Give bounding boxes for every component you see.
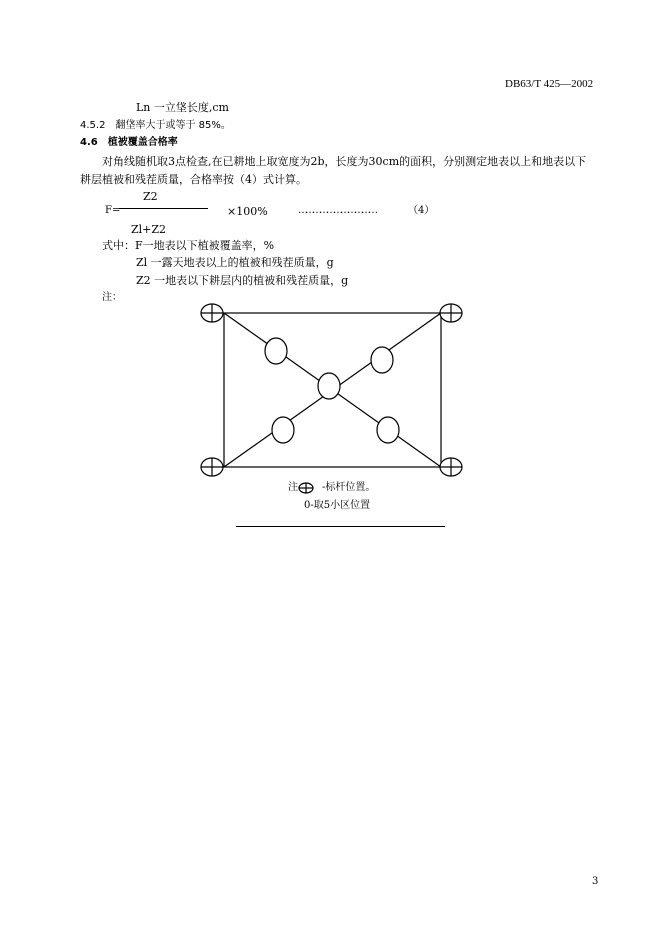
- formula-denominator: Zl+Z2: [131, 223, 167, 236]
- definition-z1: Zl 一露天地表以上的植被和残茬质量，g: [136, 256, 334, 269]
- subplot-marker: [371, 347, 393, 373]
- section-4-5-2: 4.5.2 翻垡率大于或等于 85%。: [80, 120, 231, 131]
- stake-marker-icon: [201, 458, 223, 476]
- subplot-marker: [377, 417, 399, 443]
- formula-multiplier: ×100%: [227, 205, 268, 218]
- subplot-marker: [318, 373, 340, 399]
- paragraph-line-1: 对角线随机取3点检查,在已耕地上取宽度为2b，长度为30cm的面积，分别测定地表以上和地表以下: [102, 155, 587, 168]
- paragraph-line-2: 耕层植被和残茬质量，合格率按（4）式计算。: [80, 173, 307, 186]
- formula-numerator: Z2: [143, 190, 158, 203]
- definition-f: 式中：F一地表以下植被覆盖率，%: [102, 239, 275, 252]
- page-number: 3: [592, 876, 599, 887]
- formula-lhs: F=: [105, 205, 121, 216]
- stake-marker-icon: [201, 304, 223, 322]
- legend-stake-icon: [299, 483, 313, 493]
- equation-number: （4）: [408, 205, 435, 216]
- definition-z2: Z2 一地表以下耕层内的植被和残茬质量，g: [136, 274, 349, 287]
- subplot-marker: [272, 417, 294, 443]
- note-label: 注：: [102, 292, 122, 303]
- stake-marker-icon: [440, 458, 462, 476]
- doc-id: DB63/T 425—2002: [505, 78, 594, 90]
- subplot-marker: [265, 338, 287, 364]
- ln-definition: Ln 一立垡长度,cm: [136, 101, 229, 114]
- section-4-6-heading: 4.6 植被覆盖合格率: [80, 137, 178, 148]
- formula-leader-dots: ……………………………: [298, 205, 375, 216]
- legend-subplot-text: 0-取5小区位置: [304, 500, 371, 511]
- end-rule: [236, 526, 445, 527]
- legend-prefix: 注: [288, 482, 298, 493]
- stake-marker-icon: [440, 304, 462, 322]
- legend-stake-text: -标杆位置。: [322, 482, 376, 493]
